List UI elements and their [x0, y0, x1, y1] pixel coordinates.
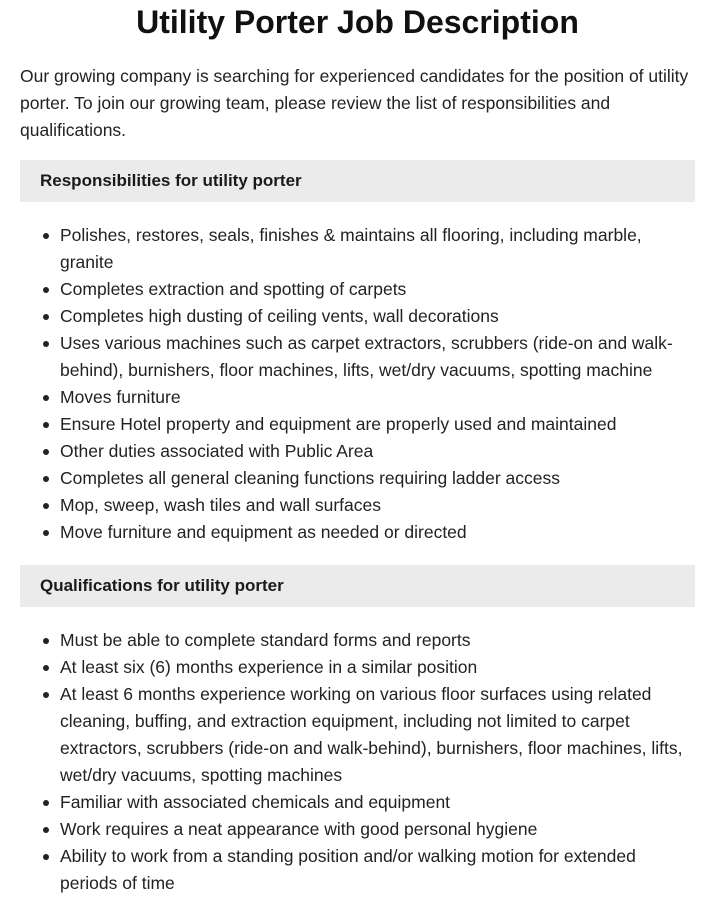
list-item: Must be able to complete standard forms and reports — [60, 627, 695, 654]
list-item: Mop, sweep, wash tiles and wall surfaces — [60, 492, 695, 519]
list-item: Polishes, restores, seals, finishes & maintains all flooring, including marble, granite — [60, 222, 695, 276]
list-item: Move furniture and equipment as needed or directed — [60, 519, 695, 546]
list-item: Familiar with associated chemicals and equipment — [60, 789, 695, 816]
list-item: Moves furniture — [60, 384, 695, 411]
list-item: Ability to work from a standing position and/or walking motion for extended periods of time — [60, 843, 695, 897]
list-item: Completes all general cleaning functions requiring ladder access — [60, 465, 695, 492]
intro-paragraph: Our growing company is searching for experienced candidates for the position of utility porter. To join our growing team, please review the list of responsibilities and qualifications. — [20, 66, 689, 140]
qualifications-list — [20, 627, 695, 897]
list-item: Completes extraction and spotting of carpets — [60, 276, 695, 303]
responsibilities-list — [20, 222, 695, 546]
list-item: Uses various machines such as carpet extractors, scrubbers (ride-on and walk-behind), burnishers, floor machines, lifts, wet/dry vacuums, spotting machine — [60, 330, 695, 384]
qualifications-heading: Qualifications for utility porter — [20, 565, 695, 607]
page-title: Utility Porter Job Description — [136, 4, 579, 40]
responsibilities-heading: Responsibilities for utility porter — [20, 160, 695, 202]
list-item: Work requires a neat appearance with good personal hygiene — [60, 816, 695, 843]
list-item: At least six (6) months experience in a similar position — [60, 654, 695, 681]
list-item: At least 6 months experience working on various floor surfaces using related cleaning, buffing, and extraction equipment, including not limited to carpet extractors, scrubbers (ride-on and walk-behind), burnishers, floor machines, lifts, wet/dry vacuums, spotting machines — [60, 681, 695, 789]
list-item: Completes high dusting of ceiling vents, wall decorations — [60, 303, 695, 330]
list-item: Other duties associated with Public Area — [60, 438, 695, 465]
list-item: Ensure Hotel property and equipment are properly used and maintained — [60, 411, 695, 438]
